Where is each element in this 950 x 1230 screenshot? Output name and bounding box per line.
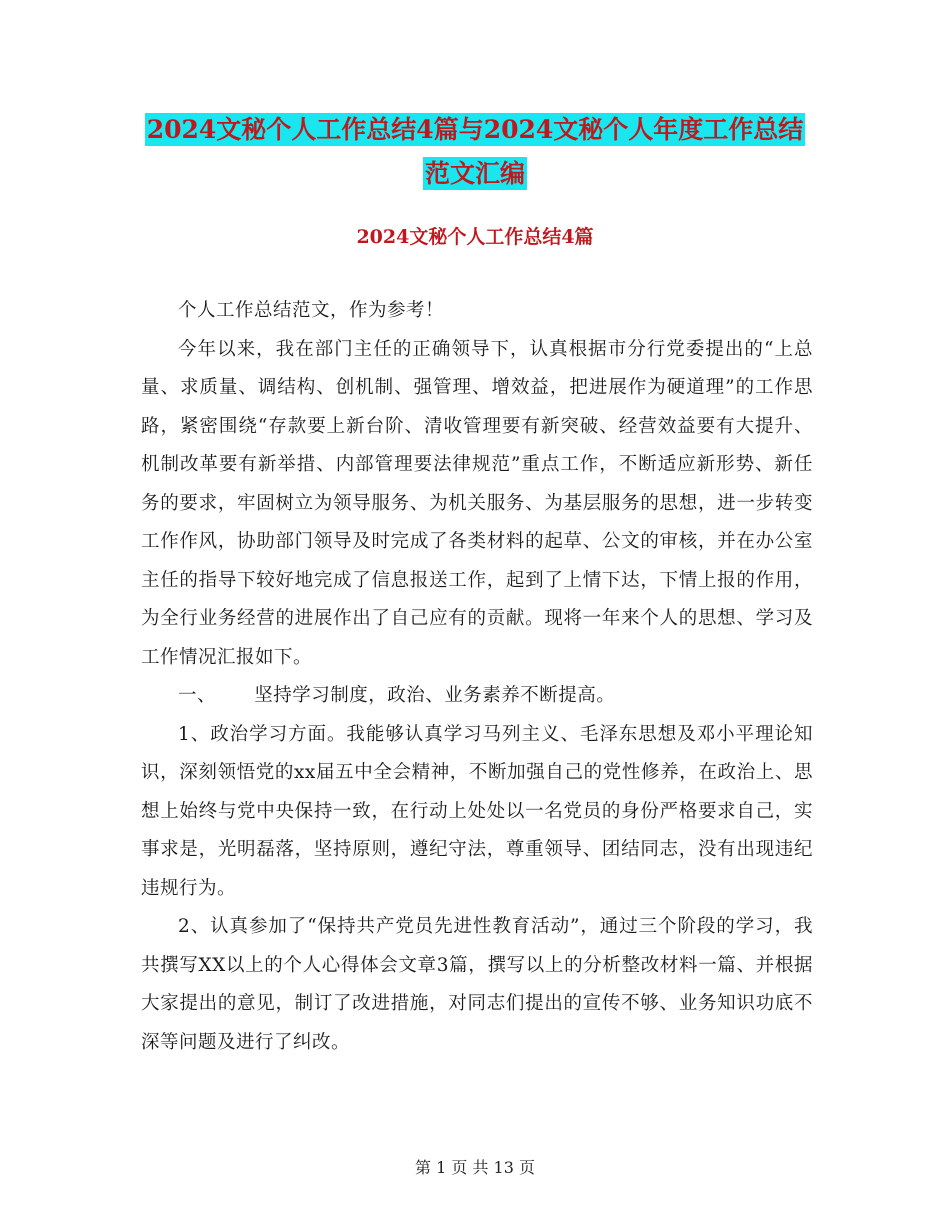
paragraph-item-1: 1、政治学习方面。我能够认真学习马列主义、毛泽东思想及邓小平理论知识，深刻领悟党的xx届五中全会精神，不断加强自己的党性修养，在政治上、思想上始终与党中央保持一致，在行动上处处以一名党员的身份严格要求自己，实事求是，光明磊落，坚持原则，遵纪守法，尊重领导、团结同志，没有出现违纪违规行为。 [141, 723, 813, 899]
page-footer: 第 1 页 共 13 页 [415, 1158, 535, 1177]
paragraph-heading-one: 一、 坚持学习制度，政治、业务素养不断提高。 [178, 685, 616, 706]
main-title [140, 108, 810, 196]
paragraph-summary: 今年以来，我在部门主任的正确领导下，认真根据市分行党委提出的“上总量、求质量、调结构、创机制、强管理、增效益，把进展作为硬道理”的工作思路，紧密围绕“存款要上新台阶、清收管理要有新突破、经营效益要有大提升、机制改革要有新举措、内部管理要法律规范”重点工作，不断适应新形势、新任务的要求，牢固树立为领导服务、为机关服务、为基层服务的思想，进一步转变工作作风，协助部门领导及时完成了各类材料的起草、公文的审核，并在办公室主任的指导下较好地完成了信息报送工作，起到了上情下达，下情上报的作用，为全行业务经营的进展作出了自己应有的贡献。现将一年来个人的思想、学习及工作情况汇报如下。 [141, 338, 813, 668]
paragraph-intro: 个人工作总结范文，作为参考！ [178, 300, 445, 321]
document-body [141, 292, 813, 1062]
paragraph-item-2: 2、认真参加了“保持共产党员先进性教育活动”，通过三个阶段的学习，我共撰写XX以上的个人心得体会文章3篇，撰写以上的分析整改材料一篇、并根据大家提出的意见，制订了改进措施，对同志们提出的宣传不够、业务知识功底不深等问题及进行了纠改。 [141, 916, 813, 1053]
section-title: 2024文秘个人工作总结4篇 [356, 226, 594, 248]
main-title-highlight: 2024文秘个人工作总结4篇与2024文秘个人年度工作总结范文汇编 [146, 115, 804, 188]
